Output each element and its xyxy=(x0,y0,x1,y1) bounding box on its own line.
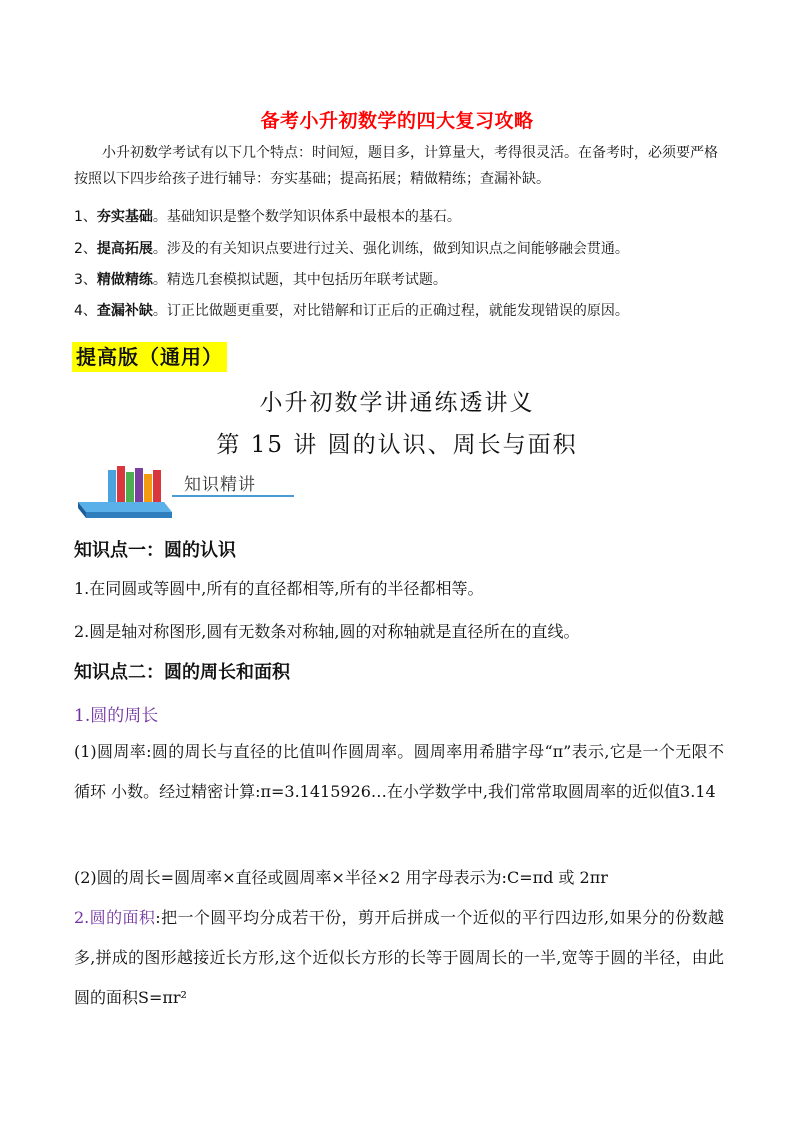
circumference-formula: (2)圆的周长=圆周率×直径或圆周率×半径×2 用字母表示为:C=πd 或 2πr xyxy=(74,868,608,887)
kp1-heading: 知识点一：圆的认识 xyxy=(74,540,236,561)
area-label: 2.圆的面积 xyxy=(74,908,156,927)
pi-definition-paragraph: (1)圆周率:圆的周长与直径的比值叫作圆周率。圆周率用希腊字母“π”表示,它是一个无限不循环 小数。经过精密计算:π=3.1415926…在小学数学中,我们常常取圆周率的近似值3.14 xyxy=(74,742,724,801)
series-title: 小升初数学讲通练透讲义 xyxy=(259,390,535,416)
tip-text: 。订正比做题更重要，对比错解和订正后的正确过程，就能发现错误的原因。 xyxy=(152,303,629,319)
tip-label: 精做精练 xyxy=(96,272,153,288)
kp1-line-1: 1.在同圆或等圆中,所有的直径都相等,所有的半径都相等。 xyxy=(74,579,484,598)
section-banner-label: 知识精讲 xyxy=(184,475,256,495)
tip-2 xyxy=(74,239,734,259)
tip-4 xyxy=(74,301,734,321)
tip-label: 夯实基础 xyxy=(96,209,153,225)
area-paragraph xyxy=(74,898,724,1018)
tip-label: 查漏补缺 xyxy=(96,303,153,319)
main-title: 备考小升初数学的四大复习攻略 xyxy=(260,110,534,132)
tip-1 xyxy=(74,207,734,227)
edition-badge: 提高版（通用） xyxy=(72,342,227,372)
tip-number: 3、 xyxy=(74,272,97,288)
lecture-title: 第 15 讲 圆的认识、周长与面积 xyxy=(216,432,578,458)
tip-3 xyxy=(74,270,734,290)
tip-label: 提高拓展 xyxy=(96,241,153,257)
kp1-line-2: 2.圆是轴对称图形,圆有无数条对称轴,圆的对称轴就是直径所在的直线。 xyxy=(74,622,580,641)
tip-number: 2、 xyxy=(74,241,97,257)
kp2-heading: 知识点二：圆的周长和面积 xyxy=(74,662,290,683)
tip-text: 。涉及的有关知识点要进行过关、强化训练，做到知识点之间能够融会贯通。 xyxy=(152,241,629,257)
tip-number: 1、 xyxy=(74,209,97,225)
tip-number: 4、 xyxy=(74,303,97,319)
tip-text: 。基础知识是整个数学知识体系中最根本的基石。 xyxy=(152,209,461,225)
area-text: :把一个圆平均分成若干份，剪开后拼成一个近似的平行四边形,如果分的份数越多,拼成的图形越接近长方形,这个近似长方形的长等于圆周长的一半,宽等于圆的半径，由此圆的面积S=πr² xyxy=(74,908,724,1007)
intro-paragraph: 小升初数学考试有以下几个特点：时间短，题目多，计算量大，考得很灵活。在备考时，必须要严格按照以下四步给孩子进行辅导：夯实基础；提高拓展；精做精练；查漏补缺。 xyxy=(74,145,718,187)
circumference-subheading: 1.圆的周长 xyxy=(74,706,159,726)
tip-text: 。精选几套模拟试题，其中包括历年联考试题。 xyxy=(152,272,447,288)
